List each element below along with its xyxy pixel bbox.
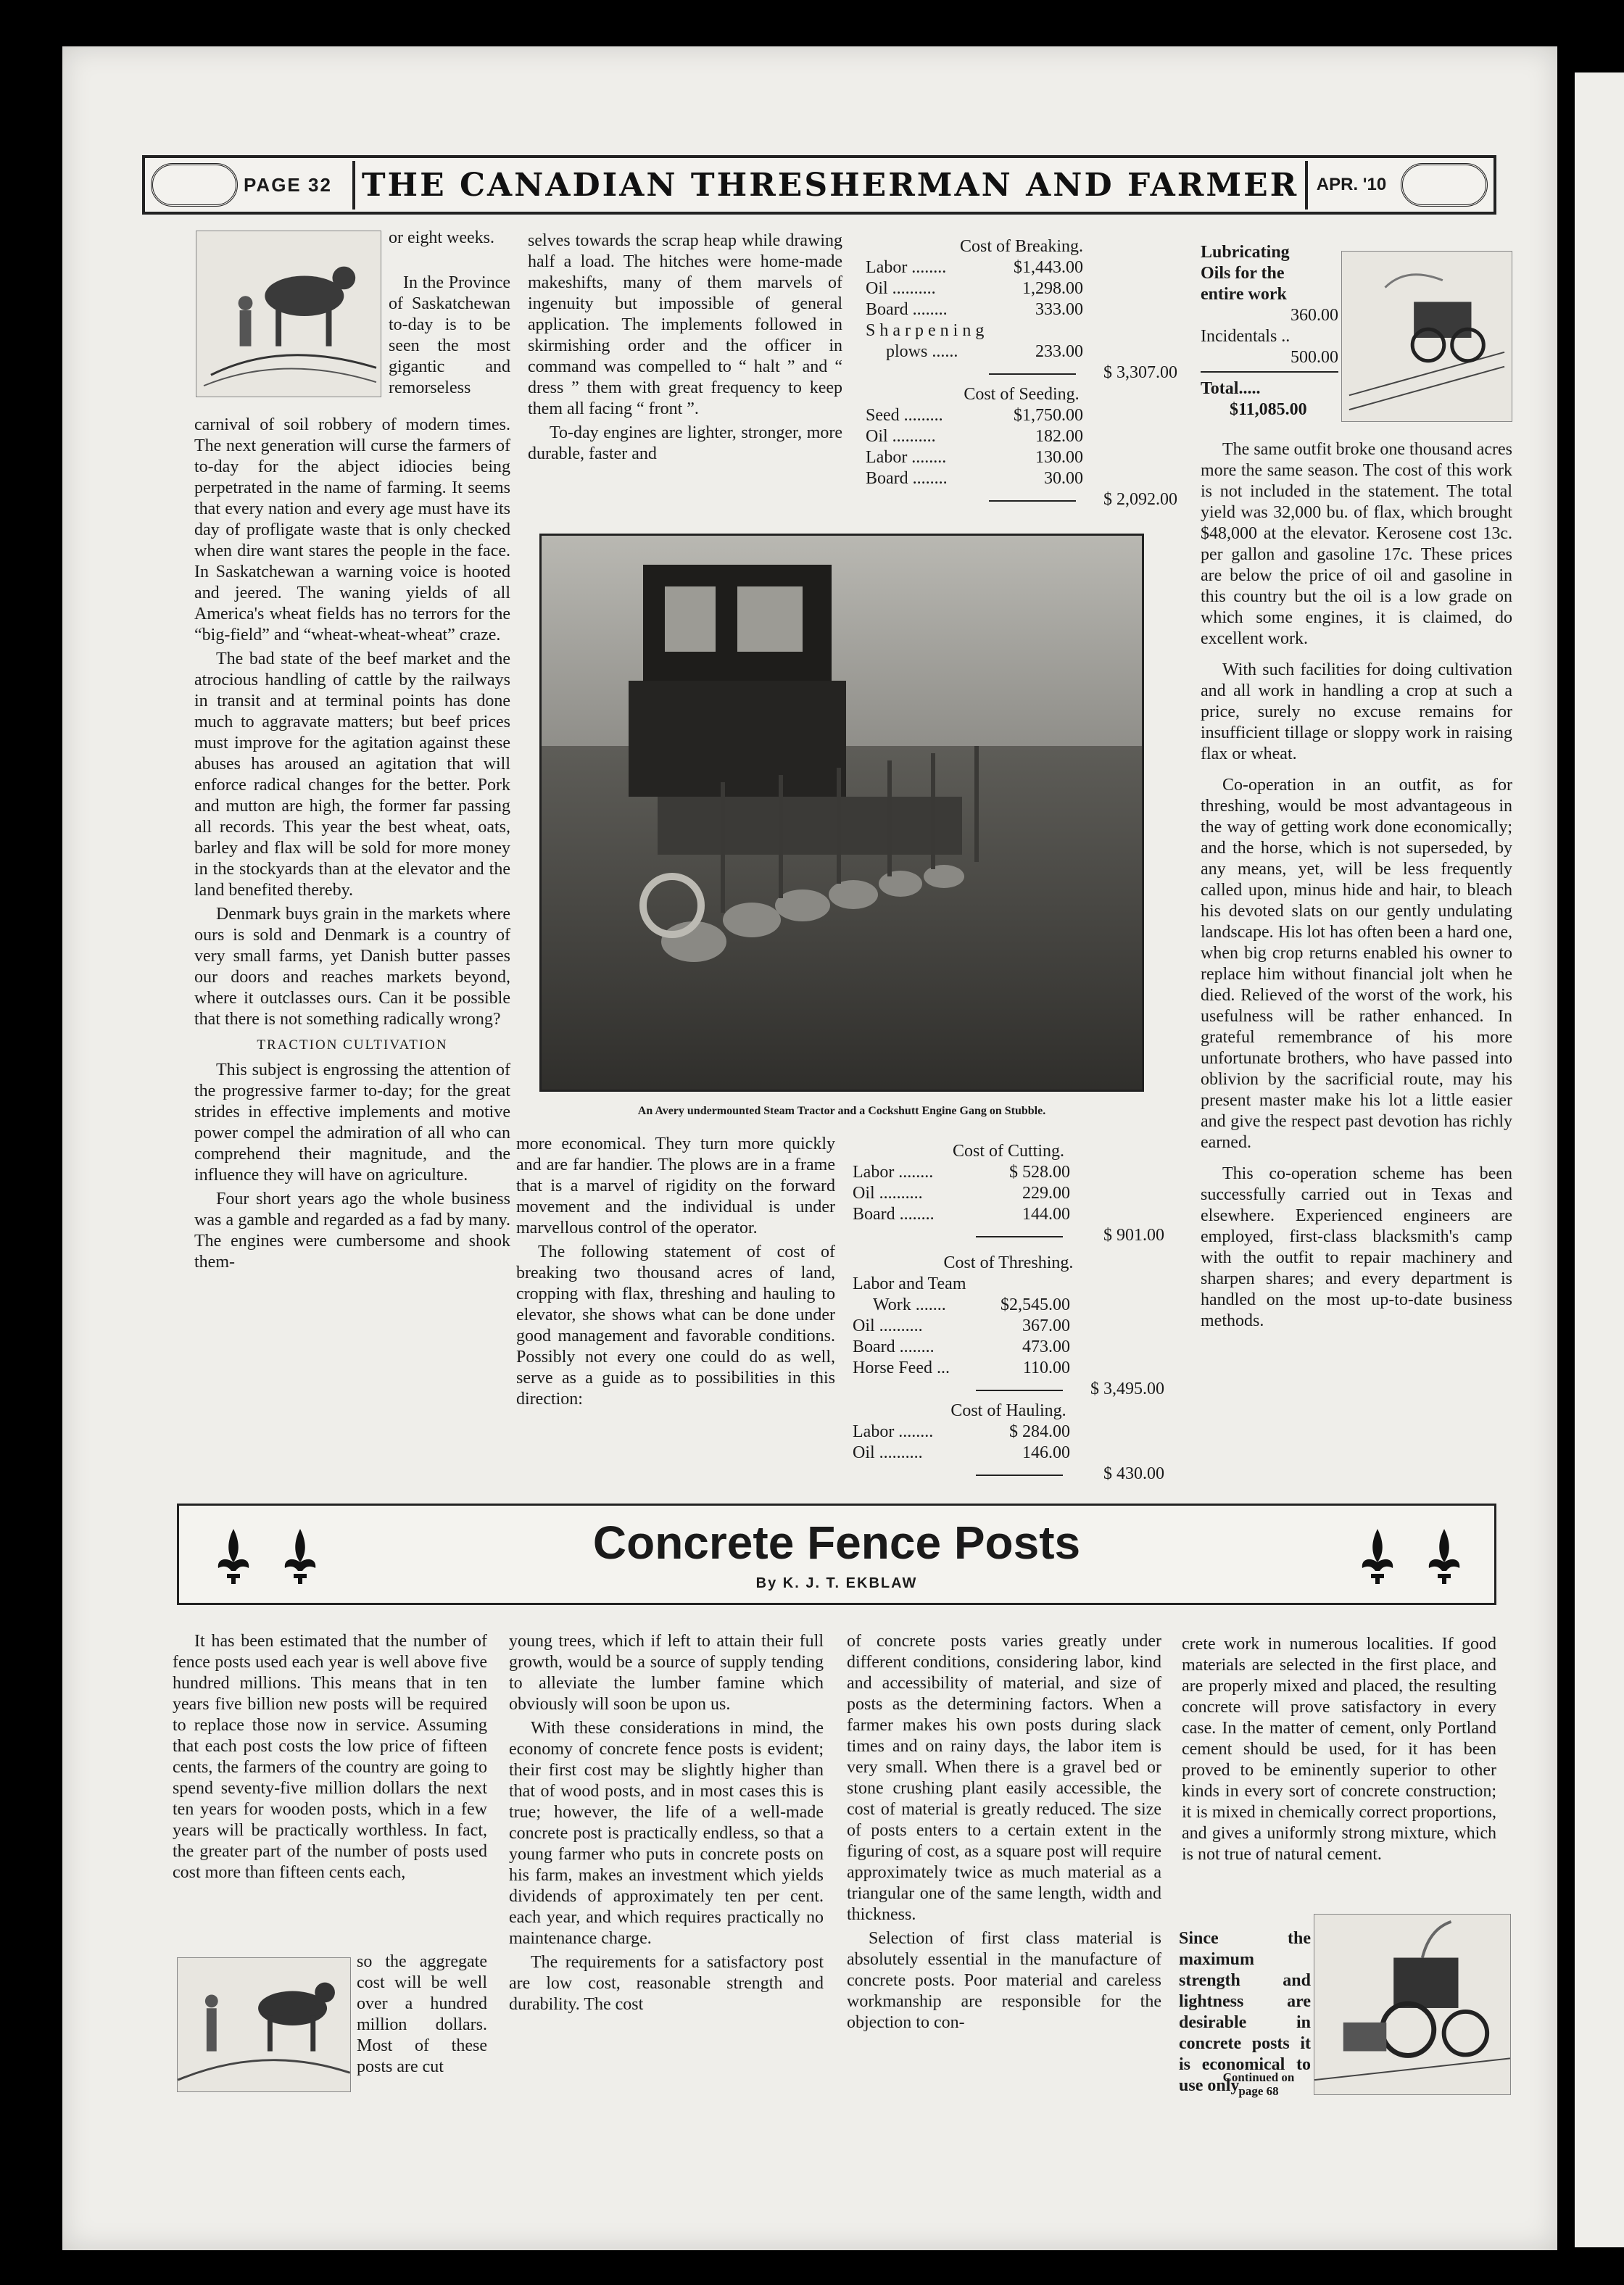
row-label: Oil .......... xyxy=(853,1316,923,1335)
col4-p3: Co-operation in an outfit, as for threshing, would be most advantageous in the way of getting work done economically; and the horse, which is not superseded, by any means, yet, will be less frequently called upon, minus hide and hair, to bleach his devoted slats on our gently undulating landscape. His lot has often been a hard one, when big crop returns enabled his owner to replace him without financial jolt when he died. Relieved of the worst of the work, his usefulness will be rather enhanced. In grateful remembrance of his more unfortunate brothers, who have passed into oblivion by the sacrificial route, may his present master make his lot a little easier and give the respect past devotion has richly earned. xyxy=(1201,776,1512,1152)
article-c2b: With these considerations in mind, the economy of concrete fence posts is evident; their first cost may be slightly higher than that of wood posts, and in most cases this is true; however, the life of a well-made concrete post is practically endless, so that a young farmer who puts in concrete posts on his farm, makes an investment which yields dividends of approximately ten per cent. each year, and which requires practically no maintenance charge. xyxy=(509,1719,824,1948)
article-byline: By K. J. T. EKBLAW xyxy=(755,1575,918,1591)
row-amount: 146.00 xyxy=(1022,1443,1070,1462)
row-label: Labor ........ xyxy=(853,1163,934,1182)
row-amount: 473.00 xyxy=(1022,1338,1070,1356)
ledger-breaking-rows xyxy=(866,257,1177,362)
column-2-lower xyxy=(516,1134,835,1413)
row-label: Oil .......... xyxy=(853,1184,923,1203)
row-label: Work ....... xyxy=(873,1295,946,1314)
ledger-row xyxy=(853,1358,1164,1379)
page-number: PAGE 32 xyxy=(244,173,332,196)
article-c2a: young trees, which if left to attain their full growth, would be a source of supply tending to alleviate the lumber famine which obviously will soon be upon us. xyxy=(509,1632,824,1714)
total-amount: $ 2,092.00 xyxy=(1103,490,1177,509)
row-label: Board ........ xyxy=(866,300,948,319)
col1-p2-cont: carnival of soil robbery of modern times. The next generation will curse the farmers of to-day for the abject idiocies being perpetrated in the name of farming. It seems that every nation and every age must have its day of profligate waste that is only checked when dire want stares the people in the face. In Saskatchewan a warning voice is hooted and jeered. The waning yields of all America's wheat fields has no terrors for the “big-field” and “wheat-wheat-wheat” craze. xyxy=(194,415,510,644)
article-column-4 xyxy=(1182,1634,1496,1868)
ledger-cutting xyxy=(853,1141,1164,1246)
row-amount: 367.00 xyxy=(1022,1316,1070,1335)
row-label: Seed ......... xyxy=(866,406,943,425)
row-amount: $1,750.00 xyxy=(1014,406,1083,425)
row-label: Oil .......... xyxy=(853,1443,923,1462)
tractor-illustration xyxy=(1314,1914,1511,2095)
ledger-breaking-total xyxy=(866,362,1177,383)
ledger-hauling-total xyxy=(853,1464,1164,1485)
row-label: Board ........ xyxy=(866,469,948,488)
row-amount: 144.00 xyxy=(1022,1205,1070,1224)
col1-p2-start: In the Province of Saskatchewan to-day is to be seen the most gigantic and remorseless xyxy=(389,273,510,397)
article-column-3 xyxy=(847,1631,1161,2036)
article-c2c: The requirements for a satisfactory post are low cost, reasonable strength and durability. The cost xyxy=(509,1953,824,2014)
total-rule xyxy=(976,1379,1063,1391)
col1-p6: Four short years ago the whole business was a gamble and regarded as a fad by many. The engines were cumbersome and shook them- xyxy=(194,1190,510,1272)
col4-p4: This co-operation scheme has been successfully carried out in Texas and elsewhere. Experienced engineers are employed, first-class blacksmith's camp with the outfit to repair machinery and sharpen shares; and every department is handled on the most up-to-date business methods. xyxy=(1201,1164,1512,1330)
row-amount: 30.00 xyxy=(1044,469,1083,488)
article-column-2 xyxy=(509,1631,824,2018)
ledger-row xyxy=(853,1204,1164,1225)
ledger-row xyxy=(866,341,1177,362)
total-amount: $ 430.00 xyxy=(1103,1464,1164,1483)
grand-total-label: Total..... xyxy=(1201,379,1261,398)
ledger-threshing xyxy=(853,1253,1164,1400)
tractor-photo-image xyxy=(542,536,1144,1092)
lubricating-entry xyxy=(1201,242,1338,420)
article-c3b: Selection of first class material is absolutely essential in the manufacture of concrete posts. Poor material and careless workmanship are responsible for the objection to con- xyxy=(847,1929,1161,2032)
photo-caption: An Avery undermounted Steam Tractor and a Cockshutt Engine Gang on Stubble. xyxy=(637,1105,1046,1117)
ledger-row xyxy=(866,257,1177,278)
row-amount xyxy=(976,1274,1070,1295)
continued-line2: page 68 xyxy=(1238,2084,1279,2098)
row-label: Sharpening xyxy=(866,321,989,340)
row-label: Board ........ xyxy=(853,1205,935,1224)
tractor-drawing xyxy=(1314,1915,1510,2094)
ledger-row xyxy=(866,299,1177,320)
tractor-field-illustration xyxy=(1341,251,1512,422)
ledger-seeding xyxy=(866,384,1177,510)
article-c1b: so the aggregate cost will be well over a hundred million dollars. Most of these posts are cut xyxy=(357,1952,487,2076)
plowing-horses-illustration xyxy=(196,231,381,397)
row-label: Labor ........ xyxy=(866,258,947,277)
row-amount: 182.00 xyxy=(1035,427,1083,446)
col2-p2: To-day engines are lighter, stronger, more durable, faster and xyxy=(528,423,842,463)
row-amount: 130.00 xyxy=(1035,448,1083,467)
tractor-field-drawing xyxy=(1342,252,1512,421)
row-label: Horse Feed ... xyxy=(853,1359,950,1377)
col2-p1: selves towards the scrap heap while drawing half a load. The hitches were home-made makeshifts, many of them marvels of ingenuity but impossible of general application. The implements followed in skirmishing order and the officer in command was compelled to “ halt ” and “ dress ” them with great frequency to keep them all facing “ front ”. xyxy=(528,231,842,418)
row-amount: 1,298.00 xyxy=(1022,279,1083,298)
continued-note xyxy=(1208,2070,1309,2098)
header-ornament-right xyxy=(1401,163,1488,207)
col2-p4: The following statement of cost of breaking two thousand acres of land, cropping with flax, threshing and hauling to elevator, she shows what can be done under good management and favorable conditions. Possibly not every one could do as well, serve as a guide as to possibilities in this direction: xyxy=(516,1243,835,1409)
total-amount: $ 3,495.00 xyxy=(1090,1380,1164,1398)
ledger-breaking xyxy=(866,236,1177,383)
lubricating-amount: 360.00 xyxy=(1290,306,1338,325)
column-1-body xyxy=(194,415,510,1276)
continued-line1: Continued on xyxy=(1222,2070,1295,2084)
ledger-row xyxy=(853,1183,1164,1204)
article-c1: It has been estimated that the number of fence posts used each year is well above five hundred millions. This means that in ten years five billion new posts will be required to replace those now in service. Assuming that each post costs the low price of fifteen cents, the farmers of the country are going to spend seventy-five million dollars the next ten years for wooden posts, which in a few years will be practically worthless. In fact, the greater part of the number of posts used cost more than fifteen cents each, xyxy=(173,1632,487,1882)
incidentals-label: Incidentals .. xyxy=(1201,327,1290,346)
grand-total-amount: $11,085.00 xyxy=(1230,400,1307,419)
ledger-hauling xyxy=(853,1401,1164,1485)
ledger-row xyxy=(853,1295,1164,1316)
issue-date: APR. '10 xyxy=(1316,175,1387,194)
row-amount: 110.00 xyxy=(1022,1359,1070,1377)
col1-p1: or eight weeks. xyxy=(389,228,494,247)
total-rule xyxy=(989,489,1076,502)
row-label: Labor ........ xyxy=(853,1422,934,1441)
horse-plow-drawing xyxy=(178,1958,350,2091)
article-c4a: crete work in numerous localities. If good materials are selected in the first place, and are properly mixed and placed, the resulting concrete will prove satisfactory in every case. In the matter of cement, only Portland cement should be used, for it has been proved to be eminently superior to other kinds in every sort of concrete construction; it is mixed in chemically correct proportions, and gives a uniformly strong mixture, which is not true of natural cement. xyxy=(1182,1635,1496,1864)
article-c4b: Since the maximum strength and lightness are desirable in concrete posts it is economical to use only xyxy=(1179,1929,1311,2095)
row-label: Labor and Team xyxy=(853,1274,966,1293)
article-column-1 xyxy=(173,1631,487,1886)
ledger-row xyxy=(853,1162,1164,1183)
ledger-row xyxy=(866,447,1177,468)
row-amount: $ 528.00 xyxy=(1009,1163,1070,1182)
incidentals-amount: 500.00 xyxy=(1201,347,1338,373)
col1-p5: This subject is engrossing the attention of the progressive farmer to-day; for the great strides in effective implements and motive power compel the admiration of all who can comprehend their magnitude, and the influence they will have on agriculture. xyxy=(194,1061,510,1185)
total-amount: $ 901.00 xyxy=(1103,1226,1164,1245)
article-column-1-narrow xyxy=(357,1952,487,2081)
ledger-row xyxy=(866,320,1177,341)
article-title: Concrete Fence Posts xyxy=(592,1517,1081,1569)
horse-plow-illustration xyxy=(177,1957,351,2092)
col2-p3: more economical. They turn more quickly and are far handier. The plows are in a frame that is a marvel of rigidity on the forward movement and the individual is under marvellous control of the operator. xyxy=(516,1135,835,1237)
ledger-breaking-title: Cost of Breaking. xyxy=(960,237,1083,256)
row-amount: $ 284.00 xyxy=(1009,1422,1070,1441)
row-label: Oil .......... xyxy=(866,279,936,298)
ledger-row xyxy=(853,1316,1164,1337)
col1-p3: The bad state of the beef market and the atrocious handling of cattle by the railways in transit and at terminal points has done much to aggravate matters; but beef prices must improve for the agitation against these abuses has aroused an agitation that will enforce radical changes for the better. Pork and mutton are high, the former far passing all records. This year the best wheat, oats, barley and flax will be sold for more money in the stockyards than at the elevator and the land benefited thereby. xyxy=(194,650,510,900)
lubricating-line3: entire work xyxy=(1201,285,1287,304)
total-rule xyxy=(976,1225,1063,1237)
ledger-hauling-title: Cost of Hauling. xyxy=(950,1401,1066,1420)
ledger-cutting-total xyxy=(853,1225,1164,1246)
column-1 xyxy=(194,228,510,252)
row-label: plows ...... xyxy=(886,342,958,361)
row-amount xyxy=(989,320,1083,341)
header-ornament-left xyxy=(151,163,238,207)
col1-p4: Denmark buys grain in the markets where ours is sold and Denmark is a country of very small farms, yet Danish butter passes our doors and reaches markets beyond, where it outclasses ours. Can it be possible that there is not something radically wrong? xyxy=(194,905,510,1029)
ledger-seeding-total xyxy=(866,489,1177,510)
article-c3a: of concrete posts varies greatly under different conditions, considering labor, kind and accessibility of material, and size of posts as the determining factors. When a farmer makes his own posts during slack times and on rainy days, the labor item is very small. When there is a gravel bed or stone crushing plant easily accessible, the cost of material is greatly reduced. The size of posts enters to a certain extent in the figuring of cost, as a square post will require approximately twice as much material as a triangular one of the same length, width and thickness. xyxy=(847,1632,1161,1924)
total-rule xyxy=(989,362,1076,375)
page-header xyxy=(142,155,1496,215)
row-amount: $1,443.00 xyxy=(1014,258,1083,277)
masthead: THE CANADIAN THRESHERMAN AND FARMER xyxy=(352,161,1308,210)
row-label: Board ........ xyxy=(853,1338,935,1356)
lubricating-line1: Lubricating xyxy=(1201,243,1290,262)
row-label: Oil .......... xyxy=(866,427,936,446)
ledger-row xyxy=(853,1337,1164,1358)
column-4 xyxy=(1201,439,1512,1335)
col4-p2: With such facilities for doing cultivation and all work in handling a crop at such a price, surely no excuse remains for insufficient tillage or sloppy work in raising flax or wheat. xyxy=(1201,660,1512,763)
tractor-photo xyxy=(539,534,1144,1092)
row-amount: $2,545.00 xyxy=(1000,1295,1070,1314)
column-2 xyxy=(528,231,842,468)
total-rule xyxy=(976,1464,1063,1476)
ledger-cutting-title: Cost of Cutting. xyxy=(952,1142,1065,1161)
ledger-row xyxy=(866,405,1177,426)
ledger-seeding-title: Cost of Seeding. xyxy=(964,385,1080,404)
ledger-threshing-title: Cost of Threshing. xyxy=(943,1253,1074,1272)
article-header-box xyxy=(177,1504,1496,1605)
ledger-row xyxy=(853,1422,1164,1443)
lubricating-line2: Oils for the xyxy=(1201,264,1285,283)
row-amount: 333.00 xyxy=(1035,300,1083,319)
plowing-horses-drawing xyxy=(196,231,381,397)
col4-p1: The same outfit broke one thousand acres more the same season. The cost of this work is not included in the statement. The total yield was 32,000 bu. of flax, which brought $48,000 at the elevator. Kerosene cost 13c. per gallon and gasoline 17c. These prices are below the price of oil and gasoline in this country but the oil is a low grade on which some engines, it is claimed, do excellent work. xyxy=(1201,440,1512,648)
ledger-row xyxy=(866,278,1177,299)
ledger-row xyxy=(866,426,1177,447)
ledger-row xyxy=(853,1274,1164,1295)
total-amount: $ 3,307.00 xyxy=(1103,363,1177,382)
row-label: Labor ........ xyxy=(866,448,947,467)
ledger-threshing-total xyxy=(853,1379,1164,1400)
row-amount: 229.00 xyxy=(1022,1184,1070,1203)
ledger-row xyxy=(866,468,1177,489)
row-amount: 233.00 xyxy=(1035,342,1083,361)
column-1-narrow xyxy=(389,273,510,402)
col1-subhead: TRACTION CULTIVATION xyxy=(257,1037,448,1053)
ledger-row xyxy=(853,1443,1164,1464)
